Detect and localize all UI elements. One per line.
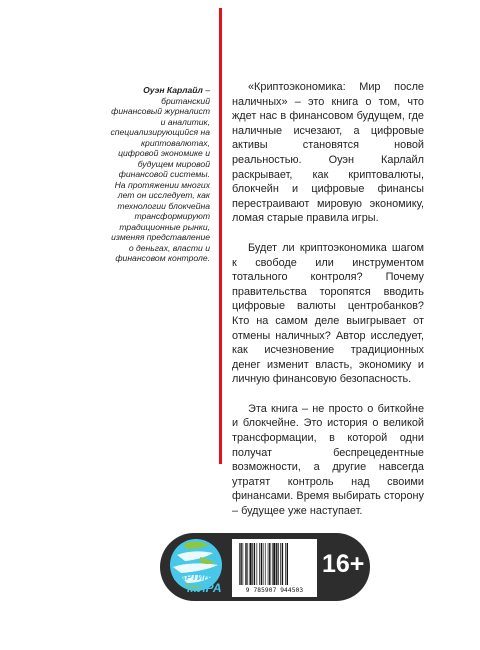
barcode-bar <box>269 543 270 585</box>
barcode-bar <box>268 543 269 585</box>
barcode-bar <box>276 543 277 585</box>
barcode-bar <box>239 543 240 585</box>
barcode-bar <box>265 543 266 585</box>
barcode-bar <box>261 543 262 585</box>
barcode-bar <box>243 543 244 585</box>
barcode-bar <box>272 543 273 585</box>
barcode-bar <box>245 543 246 585</box>
barcode-bar <box>280 543 281 585</box>
red-divider-line <box>219 8 222 464</box>
barcode-bar <box>247 543 248 585</box>
barcode-bar <box>285 543 286 585</box>
author-bio-text: – британский финансовый журналист и аналитик, специализирующийся на криптовалютах, цифровой экономике и будущем мировой финансовой системы. На протяжении многих лет он исследует, как технологии блокчейна трансформируют традиционные рынки, изменяя представление о деньгах, власти и финансовом контроле. <box>110 85 210 263</box>
barcode-bar <box>257 543 258 585</box>
barcode-bar <box>278 543 279 585</box>
isbn-barcode <box>232 539 317 597</box>
barcode-bar <box>273 543 275 585</box>
publisher-name-line1: КАРТИНА <box>174 572 217 582</box>
publisher-name-line2: МИРА <box>187 581 222 595</box>
description-paragraph: «Криптоэкономика: Мир после наличных» – это книга о том, что ждет нас в финансовом будущем, где наличные исчезают, а цифровые активы становятся новой реальностью. Оуэн Карлайл раскрывает, как криптовалюты, блокчейн и цифровые финансы перестраивают мировую экономику, ломая старые правила игры. <box>232 81 424 225</box>
isbn-digits: 9 785907 944503 <box>245 587 304 594</box>
barcode-bar <box>240 543 241 585</box>
barcode-bar <box>252 543 253 585</box>
barcode-bar <box>287 543 288 585</box>
author-name: Оуэн Карлайл <box>143 85 203 95</box>
barcode-bar <box>282 543 283 585</box>
author-bio <box>110 85 210 264</box>
barcode-bars <box>237 543 312 587</box>
barcode-bar <box>250 543 252 585</box>
book-description <box>232 80 424 534</box>
barcode-bar <box>254 543 255 585</box>
age-rating: 16+ <box>322 550 365 578</box>
barcode-bar <box>259 543 260 585</box>
description-paragraph: Будет ли криптоэкономика шагом к свободе или инструментом тотального контроля? Почему правительства торопятся вводить цифровые валюты центробанков? Кто на самом деле выигрывает от отмены наличных? Автор исследует, как исчезновение традиционных денег изменит власть, экономику и личную финансовую безопасность. <box>232 241 424 386</box>
description-paragraph: Эта книга – не просто о биткойне и блокчейне. Это история о великой трансформации, в которой одни получат беспрецедентные возможности, а другие навсегда утратят контроль над своими финансами. Время выбирать сторону – будущее уже наступает. <box>232 402 424 518</box>
barcode-bar <box>263 543 264 585</box>
